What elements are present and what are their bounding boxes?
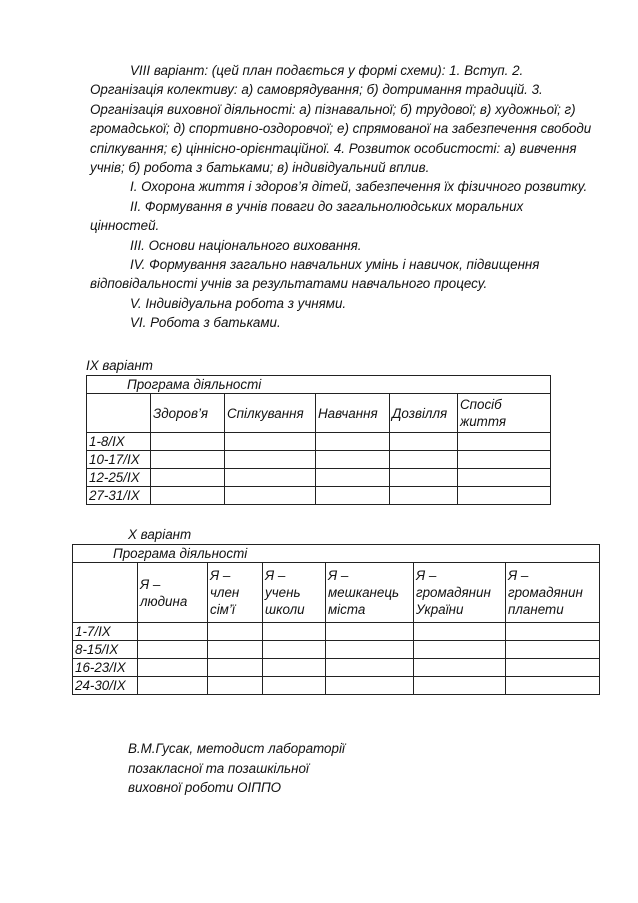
header-cell: Я – учень школи: [263, 563, 326, 623]
row-label: 12-25/IX: [87, 469, 151, 487]
item-4-paragraph: IV. Формування загально навчальних умінь і навичок, підвищення відповідальності учнів за результатами навчального процесу.: [90, 257, 540, 292]
header-cell: Я – член сім’ї: [208, 563, 263, 623]
variant-9-title: IX варіант: [86, 358, 153, 373]
table-cell: [225, 433, 316, 451]
table-cell: [326, 641, 414, 659]
table-cell: [138, 659, 208, 677]
table-cell: [414, 641, 506, 659]
table-cell: [390, 433, 458, 451]
table-cell: [208, 659, 263, 677]
table-cell: [225, 451, 316, 469]
variant-8-paragraph: VIII варіант: (цей план подається у формі схеми): 1. Вступ. 2. Організація колективу: а) самоврядування; б) дотримання традицій. 3. Організація виховної діяльності: а) пізнавальної; б) трудової; в) художньої; г) громадської; д) спортивно-оздоровчої; е) спрямованої на забезпечення свободи спілкування; є) ціннісно-орієнтаційної. 4. Розвиток особистості: а) вивчення учнів; б) робота з батьками; в) індивідуальний вплив.: [90, 63, 592, 176]
header-cell: Спосіб життя: [458, 394, 551, 433]
header-cell: Я – громадянин України: [414, 563, 506, 623]
table-cell: [208, 623, 263, 641]
variant-10-program-title: Програма діяльності: [73, 545, 600, 563]
item-6-paragraph: VІ. Робота з батьками.: [130, 315, 281, 331]
table-cell: [263, 659, 326, 677]
table-cell: [506, 659, 600, 677]
table-cell: [316, 469, 390, 487]
table-cell: [326, 659, 414, 677]
header-cell: Я – мешканець міста: [326, 563, 414, 623]
row-label: 1-7/IX: [73, 623, 138, 641]
variant-10-table: [72, 544, 600, 695]
table-cell: [458, 469, 551, 487]
table-cell: [326, 623, 414, 641]
table-cell: [414, 623, 506, 641]
table-cell: [138, 677, 208, 695]
table-row: [87, 451, 551, 469]
row-label: 1-8/IX: [87, 433, 151, 451]
header-cell: Навчання: [316, 394, 390, 433]
table-cell: [208, 641, 263, 659]
header-cell: Я – громадянин планети: [506, 563, 600, 623]
table-cell: [263, 677, 326, 695]
row-label: 10-17/IX: [87, 451, 151, 469]
item-1-paragraph: І. Охорона життя і здоров’я дітей, забезпечення їх фізичного розвитку.: [130, 179, 588, 195]
signature-line-2: позакласної та позашкільної: [128, 760, 309, 776]
variant-10-title: Х варіант: [128, 527, 192, 542]
table-cell: [151, 469, 225, 487]
table-row: [73, 659, 600, 677]
table-cell: [390, 469, 458, 487]
header-cell: Спілкування: [225, 394, 316, 433]
table-cell: [506, 677, 600, 695]
table-row: [73, 641, 600, 659]
table-cell: [506, 623, 600, 641]
item-5-paragraph: V. Індивідуальна робота з учнями.: [130, 295, 347, 311]
table-cell: [458, 433, 551, 451]
variant-10-section: [72, 526, 600, 695]
variant-9-program-title: Програма діяльності: [87, 376, 551, 394]
table-cell: [225, 469, 316, 487]
table-cell: [151, 451, 225, 469]
table-cell: [138, 623, 208, 641]
table-cell: [458, 487, 551, 505]
header-cell: [73, 563, 138, 623]
signature-line-3: виховної роботи ОІППО: [128, 780, 282, 795]
table-row: [87, 487, 551, 505]
table-cell: [151, 487, 225, 505]
table-cell: [263, 641, 326, 659]
header-cell: Я – людина: [138, 563, 208, 623]
item-2-paragraph: ІІ. Формування в учнів поваги до загальнолюдських моральних цінностей.: [90, 198, 524, 234]
table-cell: [506, 641, 600, 659]
table-cell: [326, 677, 414, 695]
table-cell: [414, 659, 506, 677]
signature-line-1: В.М.Гусак, методист лабораторії: [128, 741, 345, 756]
intro-text: [90, 61, 595, 333]
table-cell: [208, 677, 263, 695]
table-row: [87, 469, 551, 487]
table-cell: [225, 487, 316, 505]
signature-block: [128, 739, 345, 798]
row-label: 16-23/IX: [73, 659, 138, 677]
table-cell: [458, 451, 551, 469]
table-row: [87, 433, 551, 451]
table-row: [73, 677, 600, 695]
table-cell: [151, 433, 225, 451]
table-cell: [390, 451, 458, 469]
row-label: 24-30/IX: [73, 677, 138, 695]
table-cell: [138, 641, 208, 659]
table-cell: [316, 487, 390, 505]
header-cell: Здоров’я: [151, 394, 225, 433]
table-cell: [316, 433, 390, 451]
item-3-paragraph: ІІІ. Основи національного виховання.: [130, 237, 362, 253]
table-cell: [390, 487, 458, 505]
table-cell: [316, 451, 390, 469]
header-cell: Дозвілля: [390, 394, 458, 433]
row-label: 8-15/IX: [73, 641, 138, 659]
variant-9-section: [86, 357, 551, 505]
header-cell: [87, 394, 151, 433]
table-cell: [263, 623, 326, 641]
table-cell: [414, 677, 506, 695]
table-row: [73, 623, 600, 641]
variant-9-table: [86, 375, 551, 505]
row-label: 27-31/IX: [87, 487, 151, 505]
